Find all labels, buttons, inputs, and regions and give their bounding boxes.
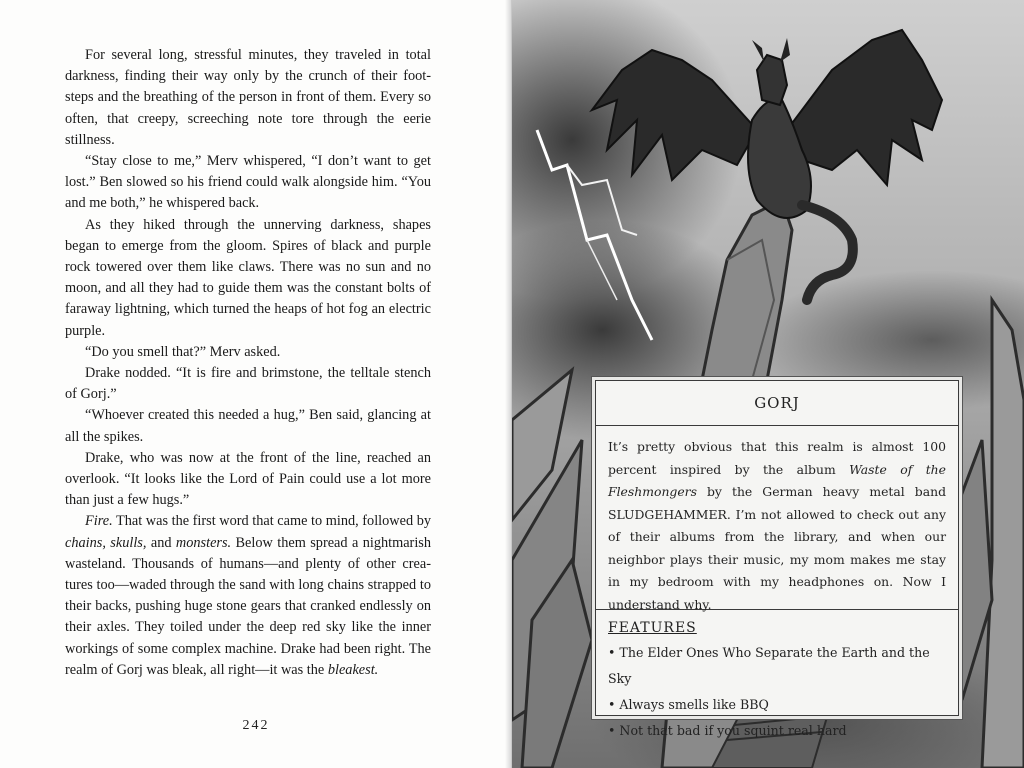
story-text-run: “Do you smell that?” Merv asked.	[85, 343, 281, 360]
gorj-info-box	[595, 380, 959, 738]
features-heading: FEATURES	[608, 620, 697, 636]
story-paragraph	[65, 342, 431, 363]
info-box-text-run: Waste of the Fleshmongers	[608, 461, 946, 499]
story-paragraph	[65, 448, 431, 512]
story-text-run: Drake nodded. “It is fire and brimstone, the telltale stench of Gorj.”	[65, 365, 431, 403]
feature-item: • Always smells like BBQ	[608, 697, 769, 712]
features-list	[596, 640, 958, 744]
story-paragraph	[65, 405, 431, 447]
story-text	[65, 45, 431, 681]
info-box-text-run: It’s pretty obvious that this realm is almost 100 percent inspired by the album	[608, 439, 946, 477]
story-text-run: That was the first word that came to mind, followed by	[112, 513, 431, 530]
info-box-body	[596, 426, 958, 610]
story-text-run: bleakest.	[327, 661, 379, 678]
story-text-run: Drake, who was now at the front of the line, reached an overlook. “It looks like the Lord of Pain could use a lot more than just a few hugs.”	[65, 449, 431, 509]
page-number: 242	[242, 718, 270, 733]
story-text-run: For several long, stressful minutes, they traveled in total darkness, finding their way only by the crunch of their footsteps and the breathing of the person in front of them. Every so often, that creepy, screeching note tore through the eerie stillness.	[65, 47, 431, 148]
story-text-run: Below them spread a nightmarish wasteland. Thousands of humans—and plenty of other creatures too—waded through the sand with long chains strapped to their backs, pushing huge stone gears that cranked endlessly on their axles. They toiled under the deep red sky like the inner workings of some complex machine. Drake had been right. The realm of Gorj was bleak, all right—it was the	[65, 534, 432, 678]
story-paragraph	[65, 45, 431, 151]
story-text-run: and	[146, 534, 176, 551]
story-text-run: monsters.	[175, 534, 232, 551]
story-text-run: As they hiked through the unnerving darkness, shapes began to emerge from the gloom. Spires of black and purple rock towered over them like claws. There was no sun and no moon, and all they had to guide them was the constant bolts of faraway lightning, which turned the heaps of hot fog an electric purple.	[65, 216, 431, 339]
story-paragraph	[65, 363, 431, 405]
story-text-run: “Stay close to me,” Merv whispered, “I don’t want to get lost.” Ben slowed so his friend could walk alongside him. “You and me both,” he whispered back.	[65, 153, 431, 212]
story-paragraph	[65, 215, 431, 342]
feature-item: • The Elder Ones Who Separate the Earth and the Sky	[608, 645, 930, 686]
info-box-title: GORJ	[596, 381, 958, 426]
story-paragraph	[65, 151, 431, 215]
feature-item: • Not that bad if you squint real hard	[608, 723, 847, 738]
story-text-run: “Whoever created this needed a hug,” Ben said, glancing at all the spikes.	[65, 407, 431, 445]
story-text-run: Fire.	[85, 513, 113, 530]
story-paragraph	[65, 511, 431, 681]
info-box-text-run: by the German heavy metal band SLUDGEHAMMER. I’m not allowed to check out any of their albums from the library, and when our neighbor plays their music, my mom makes me stay in my bedroom with my headphones on. Now I understand why.	[608, 484, 946, 612]
story-text-run: chains, skulls,	[65, 534, 147, 551]
